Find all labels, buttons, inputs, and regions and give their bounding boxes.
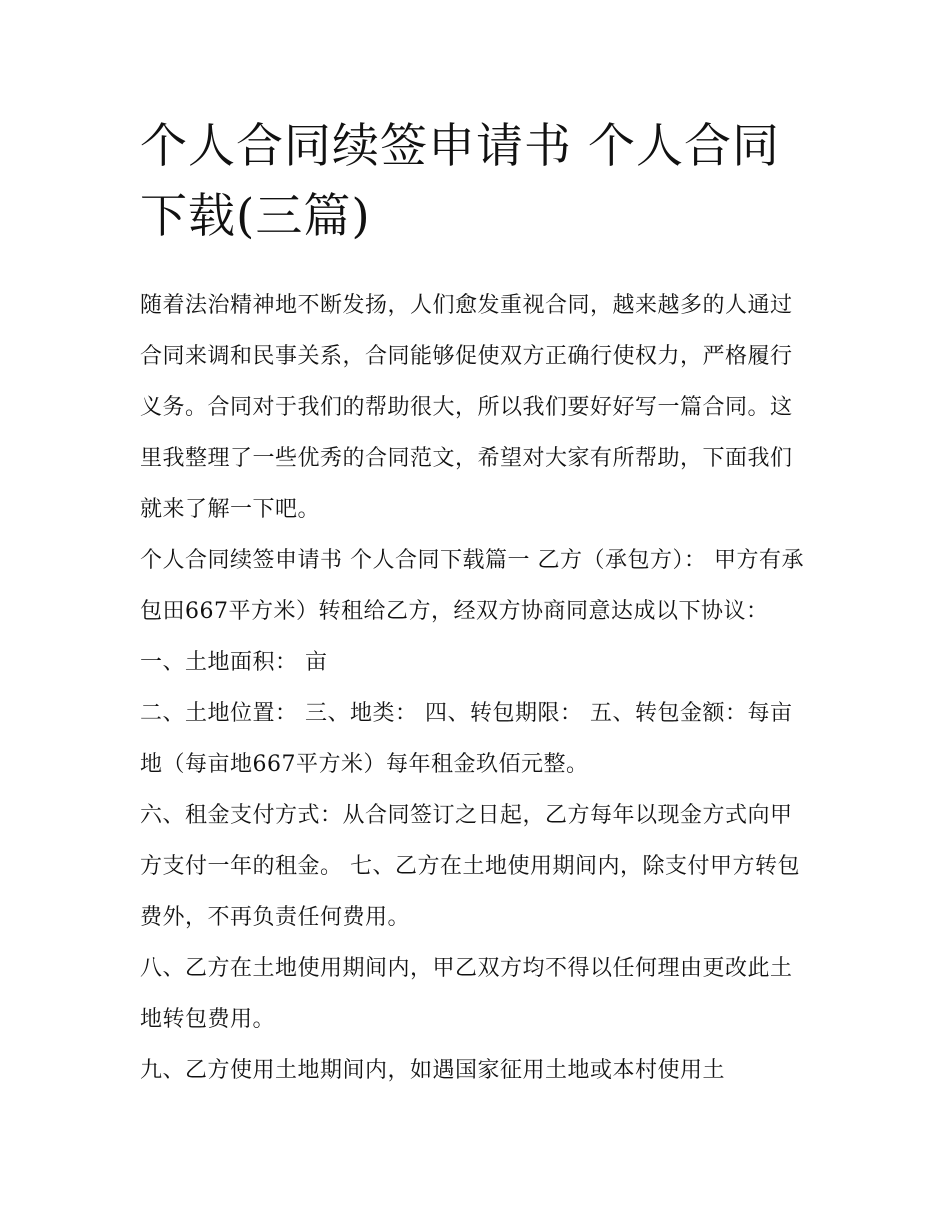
paragraph-payment: 六、租金支付方式：从合同签订之日起，乙方每年以现金方式向甲方支付一年的租金。 七、乙方在土地使用期间内，除支付甲方转包费外，不再负责任何费用。 (140, 803, 800, 930)
document-body (140, 280, 812, 1096)
paragraph-fee-fixed: 八、乙方在土地使用期间内，甲乙双方均不得以任何理由更改此土地转包费用。 (140, 956, 793, 1032)
paragraph-land-requisition: 九、乙方使用土地期间内，如遇国家征用土地或本村使用土 (140, 1058, 726, 1083)
document-page (140, 112, 812, 1096)
document-title: 个人合同续签申请书 个人合同下载(三篇) (140, 119, 780, 244)
paragraph-contract-parties: 个人合同续签申请书 个人合同下载篇一 乙方（承包方）： 甲方有承包田667平方米）转租给乙方，经双方协商同意达成以下协议： 一、土地面积： 亩 (140, 548, 804, 675)
paragraph-intro: 随着法治精神地不断发扬，人们愈发重视合同，越来越多的人通过合同来调和民事关系，合同能够促使双方正确行使权力，严格履行义务。合同对于我们的帮助很大，所以我们要好好写一篇合同。这里我整理了一些优秀的合同范文，希望对大家有所帮助，下面我们就来了解一下吧。 (140, 293, 793, 522)
paragraph-land-terms: 二、土地位置： 三、地类： 四、转包期限： 五、转包金额：每亩地（每亩地667平方米）每年租金玖佰元整。 (140, 701, 793, 777)
